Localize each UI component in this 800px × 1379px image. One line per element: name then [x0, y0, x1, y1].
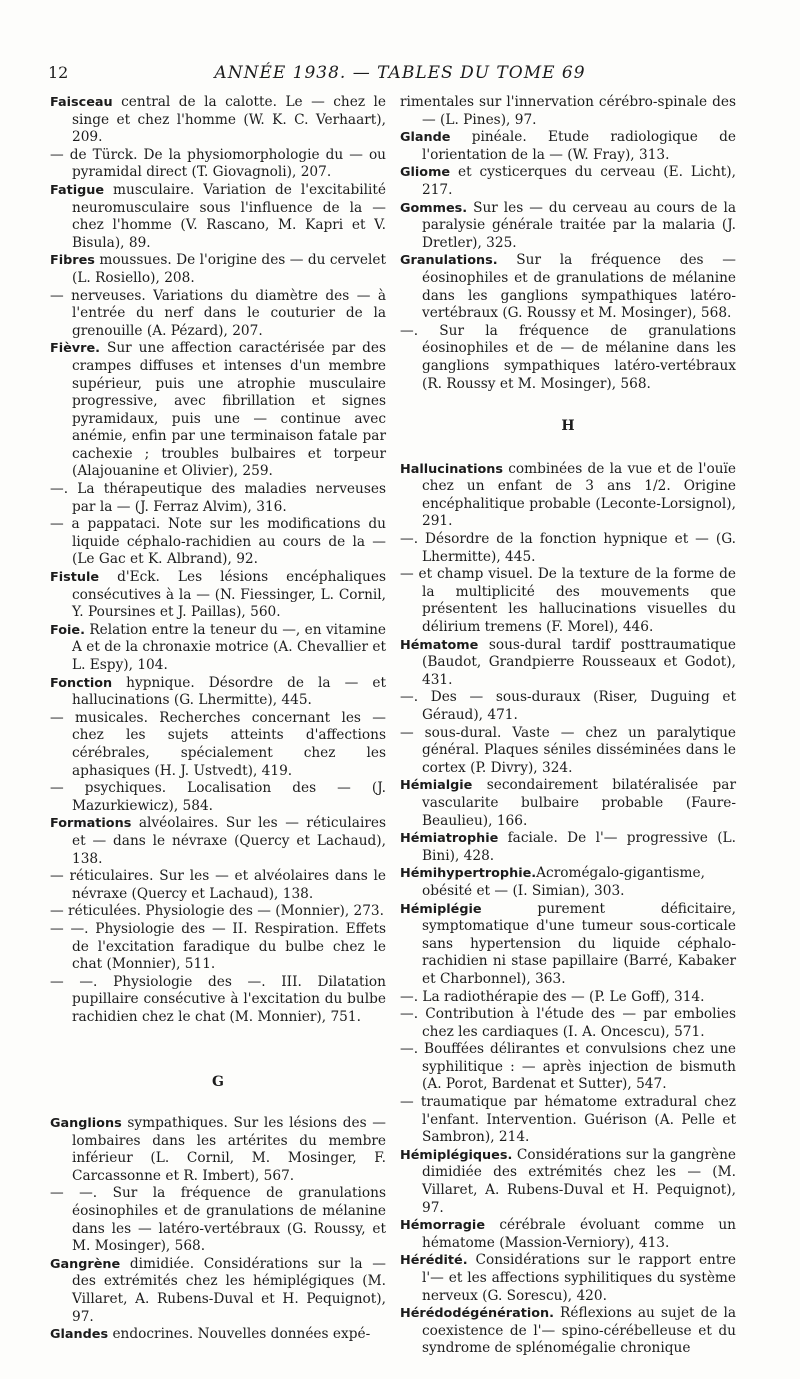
- index-entry: [400, 901, 736, 989]
- index-entry: [50, 182, 386, 252]
- entry-heading: Gangrène: [50, 1256, 121, 1272]
- index-entry: [50, 147, 386, 182]
- entry-text: Relation entre la teneur du —, en vitamine A et de la chronaxie motrice (A. Chevallier et L. Espy), 104.: [72, 621, 386, 673]
- entry-text: — réticulaires. Sur les — et alvéolaires dans le névraxe (Quercy et Lachaud), 138.: [50, 868, 386, 902]
- entry-heading: Hallucinations: [400, 461, 503, 477]
- entry-text: sympathiques. Sur les lésions des — lombaires dans les artérites du membre inférieur (L. Cornil, M. Mosinger, F. Carcassonne et R. Imbert), 567.: [72, 1115, 386, 1184]
- entry-text: pinéale. Etude radiologique de l'orientation de la — (W. Fray), 313.: [422, 129, 736, 163]
- running-title: ANNÉE 1938. — TABLES DU TOME 69: [214, 63, 586, 83]
- entry-text: combinées de la vue et de l'ouïe chez un enfant de 3 ans 1/2. Origine encéphalitique probable (Leconte-Lorsignol), 291.: [422, 460, 736, 530]
- index-entry: [50, 569, 386, 622]
- index-entry: [50, 340, 386, 481]
- entry-text: — a pappataci. Note sur les modifications du liquide céphalo-rachidien au cours de la — (Le Gac et K. Albrand), 92.: [50, 516, 386, 568]
- entry-heading: Formations: [50, 816, 132, 832]
- entry-heading: Glande: [400, 130, 451, 146]
- index-entry: [400, 1217, 736, 1252]
- section-letter-h: H: [561, 418, 575, 435]
- entry-heading: Faisceau: [50, 95, 113, 110]
- index-entry: [50, 288, 386, 341]
- left-column: [50, 94, 386, 1344]
- entry-heading: Fonction: [50, 675, 113, 691]
- index-entry: [400, 323, 736, 393]
- entry-text: — de Türck. De la physiomorphologie du — ou pyramidal direct (T. Giovagnoli), 207.: [50, 146, 386, 181]
- entry-text: —. Bouffées délirantes et convulsions chez une syphilitique : — après injection de bismuth (A. Porot, Bardenat et Sutter), 547.: [400, 1041, 736, 1093]
- index-entry: [50, 94, 386, 147]
- entry-heading: Foie.: [50, 622, 85, 638]
- index-entry: [50, 903, 386, 921]
- entry-text: central de la calotte. Le — chez le singe et chez l'homme (W. K. C. Verhaart), 209.: [72, 94, 386, 146]
- entry-text: — —. Physiologie des — II. Respiration. Effets de l'excitation faradique du bulbe chez le chat (Monnier), 511.: [50, 920, 386, 973]
- index-entry: [400, 531, 736, 566]
- page-number: 12: [48, 63, 69, 82]
- index-entry: [400, 1147, 736, 1217]
- entry-text: sous-dural tardif posttraumatique (Baudot, Grandpierre Rousseaux et Godot), 431.: [422, 636, 736, 688]
- right-column: [400, 94, 736, 1358]
- entry-heading: Hémiplégiques.: [400, 1147, 513, 1163]
- index-entry: [50, 675, 386, 710]
- index-entry: [50, 1256, 386, 1326]
- index-entry: [400, 1252, 736, 1305]
- entry-heading: Fièvre.: [50, 341, 101, 357]
- index-entry: [400, 1094, 736, 1147]
- entry-text: — nerveuses. Variations du diamètre des — à l'entrée du nerf dans le couturier de la grenouille (A. Pézard), 207.: [50, 287, 386, 339]
- index-entry: [50, 481, 386, 516]
- index-list-g-cont: [400, 94, 736, 393]
- index-entry: [400, 129, 736, 164]
- entry-text: moussues. De l'origine des — du cervelet (L. Rosiello), 208.: [72, 252, 386, 286]
- entry-heading: Hérédodégénération.: [400, 1306, 555, 1322]
- index-entry: [400, 1305, 736, 1358]
- entry-text: Acromégalo-gigantisme, obésité et — (I. Simian), 303.: [422, 865, 705, 899]
- entry-text: —. Des — sous-duraux (Riser, Duguing et Géraud), 471.: [400, 689, 736, 723]
- entry-text: — psychiques. Localisation des — (J. Mazurkiewicz), 584.: [50, 780, 386, 814]
- index-entry: [50, 516, 386, 569]
- entry-text: hypnique. Désordre de la — et hallucinations (G. Lhermitte), 445.: [72, 674, 386, 709]
- entry-heading: Hémihypertrophie.: [400, 866, 537, 882]
- entry-heading: Hémiplégie: [400, 901, 482, 917]
- index-entry: [400, 252, 736, 322]
- entry-text: alvéolaires. Sur les — réticulaires et — dans le névraxe (Quercy et Lachaud), 138.: [72, 815, 386, 867]
- entry-text: rimentales sur l'innervation cérébro-spinale des — (L. Pines), 97.: [400, 94, 736, 128]
- index-entry: [400, 1041, 736, 1094]
- index-entry: [400, 461, 736, 531]
- entry-text: — sous-dural. Vaste — chez un paralytique général. Plaques séniles disséminées dans le cortex (P. Divry), 324.: [400, 724, 736, 776]
- entry-heading: Fibres: [50, 253, 95, 269]
- entry-heading: Hémorragie: [400, 1218, 485, 1234]
- entry-text: — et champ visuel. De la texture de la forme de la multiplicité des mouvements que présentent les hallucinations visuelles du délirium tremens (F. Morel), 446.: [400, 566, 736, 636]
- entry-text: Considérations sur le rapport entre l'— et les affections syphilitiques du système nerveux (G. Sorescu), 420.: [422, 1252, 736, 1304]
- entry-text: secondairement bilatéralisée par vascularite bulbaire probable (Faure-Beaulieu), 166.: [422, 777, 736, 829]
- entry-text: purement déficitaire, symptomatique d'une tumeur sous-corticale sans hypertension du liquide céphalo-rachidien ni stase papillaire (Barré, Kabaker et Charbonnel), 363.: [422, 900, 736, 987]
- index-entry: [50, 1115, 386, 1185]
- entry-text: Sur une affection caractérisée par des crampes diffuses et intenses d'un membre supérieur, puis une atrophie musculaire progressive, avec fibrillation et signes pyramidaux, puis une — continue avec anémie, enfin par une terminaison fatale par cachexie ; troubles bulbaires et torpeur (Alajouanine et Olivier), 259.: [72, 340, 386, 480]
- index-entry: [400, 1006, 736, 1041]
- index-entry: [400, 94, 736, 129]
- index-entry: [50, 974, 386, 1027]
- entry-text: —. La radiothérapie des — (P. Le Goff), 314.: [400, 988, 705, 1005]
- index-entry: [50, 921, 386, 974]
- index-entry: [400, 566, 736, 636]
- entry-text: — —. Physiologie des —. III. Dilatation pupillaire consécutive à l'excitation du bulbe rachidien chez le chat (M. Monnier), 751.: [50, 973, 386, 1025]
- index-entry: [50, 780, 386, 815]
- section-letter-g: G: [212, 1074, 224, 1091]
- page-header: [0, 63, 800, 87]
- entry-heading: Hérédité.: [400, 1253, 468, 1269]
- index-entry: [400, 200, 736, 253]
- entry-text: — musicales. Recherches concernant les — chez les sujets atteints d'affections cérébrales, spécialement chez les aphasiques (H. J. Ustvedt), 419.: [50, 709, 386, 779]
- entry-heading: Fistule: [50, 570, 100, 586]
- index-entry: [50, 868, 386, 903]
- entry-text: —. Contribution à l'étude des — par embolies chez les cardiaques (I. A. Oncescu), 571.: [400, 1006, 736, 1040]
- entry-heading: Hématome: [400, 637, 479, 653]
- index-entry: [400, 777, 736, 830]
- entry-heading: Gommes.: [400, 200, 468, 216]
- index-entry: [400, 164, 736, 199]
- index-entry: [400, 725, 736, 778]
- entry-heading: Gliome: [400, 165, 451, 181]
- index-entry: [400, 830, 736, 865]
- index-list-g: [50, 1115, 386, 1344]
- index-entry: [400, 689, 736, 724]
- entry-heading: Fatigue: [50, 182, 105, 198]
- index-entry: [50, 710, 386, 780]
- index-entry: [400, 989, 736, 1007]
- index-list-h: [400, 461, 736, 1358]
- entry-text: endocrines. Nouvelles données expé-: [108, 1326, 371, 1343]
- entry-text: —. Sur la fréquence de granulations éosinophiles et de — de mélanine dans les ganglions sympathiques latéro-vertébraux (R. Roussy et M. Mosinger), 568.: [400, 322, 736, 392]
- entry-heading: Ganglions: [50, 1116, 122, 1132]
- entry-text: faciale. De l'— progressive (L. Bini), 428.: [422, 830, 736, 864]
- entry-text: Réflexions au sujet de la coexistence de l'— spino-cérébelleuse et du syndrome de splénomégalie chronique: [422, 1305, 736, 1357]
- entry-heading: Granulations.: [400, 253, 498, 269]
- entry-text: et cysticerques du cerveau (E. Licht), 217.: [422, 164, 736, 198]
- index-list-f: [50, 94, 386, 1026]
- entry-text: d'Eck. Les lésions encéphaliques consécutives à la — (N. Fiessinger, L. Cornil, Y. Poursines et J. Paillas), 560.: [72, 569, 386, 621]
- entry-text: cérébrale évoluant comme un hématome (Massion-Verniory), 413.: [422, 1217, 736, 1251]
- entry-text: Sur la fréquence des — éosinophiles et de granulations de mélanine dans les ganglions sympathiques latéro-vertébraux (G. Roussy et M. Mosinger), 568.: [422, 252, 736, 322]
- entry-text: dimidiée. Considérations sur la — des extrémités chez les hémiplégiques (M. Villaret, A. Rubens-Duval et H. Pequignot), 97.: [72, 1255, 386, 1325]
- index-entry: [400, 637, 736, 690]
- entry-heading: Glandes: [50, 1327, 109, 1343]
- entry-text: — traumatique par hématome extradural chez l'enfant. Intervention. Guérison (A. Pelle et Sambron), 214.: [400, 1094, 736, 1146]
- entry-heading: Hémiatrophie: [400, 831, 499, 847]
- entry-text: —. La thérapeutique des maladies nerveuses par la — (J. Ferraz Alvim), 316.: [50, 481, 386, 515]
- entry-text: — réticulées. Physiologie des — (Monnier), 273.: [50, 903, 384, 920]
- entry-heading: Hémialgie: [400, 778, 473, 794]
- entry-text: —. Désordre de la fonction hypnique et — (G. Lhermitte), 445.: [400, 531, 736, 565]
- index-entry: [50, 815, 386, 868]
- index-entry: [50, 252, 386, 287]
- entry-text: Sur les — du cerveau au cours de la paralysie générale traitée par la malaria (J. Dretler), 325.: [422, 199, 736, 251]
- index-entry: [50, 1326, 386, 1344]
- entry-text: — —. Sur la fréquence de granulations éosinophiles et de granulations de mélanine dans les — latéro-vertébraux (G. Roussy, et M. Mosinger), 568.: [50, 1185, 386, 1255]
- index-entry: [400, 865, 736, 900]
- index-entry: [50, 1185, 386, 1255]
- index-entry: [50, 622, 386, 675]
- entry-text: Considérations sur la gangrène dimidiée des extrémités chez les — (M. Villaret, A. Rubens-Duval et H. Pequignot), 97.: [422, 1146, 736, 1216]
- entry-text: musculaire. Variation de l'excitabilité neuromusculaire sous l'influence de la — chez l'homme (V. Rascano, M. Kapri et V. Bisula), 89.: [72, 181, 386, 251]
